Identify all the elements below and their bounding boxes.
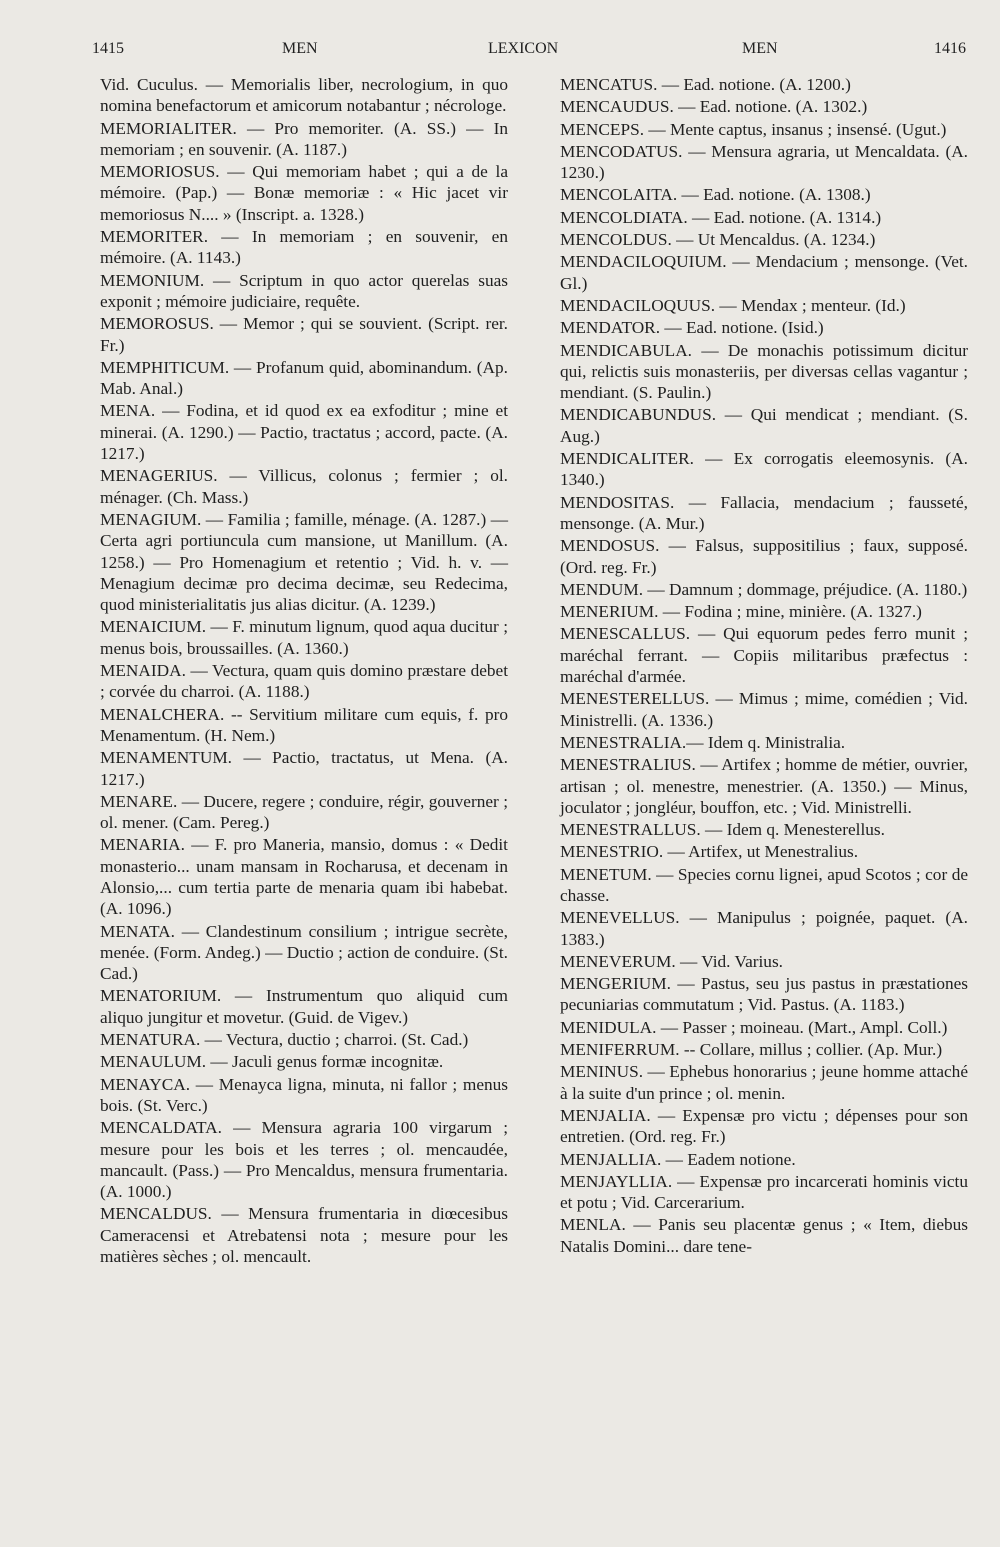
page-number-right: 1416 [934, 40, 966, 57]
dictionary-entry: MEMORITER. — In memoriam ; en souvenir, en mémoire. (A. 1143.) [100, 227, 508, 268]
dictionary-entry: MENCAUDUS. — Ead. notione. (A. 1302.) [560, 97, 868, 117]
dictionary-entry: MENDOSITAS. — Fallacia, mendacium ; fausseté, mensonge. (A. Mur.) [560, 492, 968, 533]
left-column [100, 74, 508, 1267]
dictionary-entry: MENESTERELLUS. — Mimus ; mime, comédien ; Vid. Ministrelli. (A. 1336.) [560, 689, 968, 730]
dictionary-entry: MENDICALITER. — Ex corrogatis eleemosynis. (A. 1340.) [560, 449, 968, 490]
dictionary-entry: MENAIDA. — Vectura, quam quis domino præstare debet ; corvée du charroi. (A. 1188.) [100, 661, 508, 702]
dictionary-entry: MENJAYLLIA. — Expensæ pro incarcerati hominis victu et potu ; Vid. Carcerarium. [560, 1171, 968, 1213]
dictionary-entry: MENDOSUS. — Falsus, suppositilius ; faux, supposé. (Ord. reg. Fr.) [560, 536, 968, 577]
dictionary-entry: MENAICIUM. — F. minutum lignum, quod aqua ducitur ; menus bois, broussailles. (A. 1360.) [100, 617, 508, 658]
dictionary-entry: MENGERIUM. — Pastus, seu jus pastus in præstationes pecuniarias commutatum ; Vid. Pastus. (A. 1183.) [560, 974, 968, 1015]
dictionary-entry: MENDUM. — Damnum ; dommage, préjudice. (A. 1180.) [560, 579, 968, 599]
dictionary-entry: MEMOROSUS. — Memor ; qui se souvient. (Script. rer. Fr.) [100, 314, 508, 355]
dictionary-entry: MENATA. — Clandestinum consilium ; intrigue secrète, menée. (Form. Andeg.) — Ductio ; action de conduire. (St. Cad.) [100, 921, 508, 984]
dictionary-entry: MENESTRALLUS. — Idem q. Menesterellus. [560, 820, 885, 840]
dictionary-entry: MEMONIUM. — Scriptum in quo actor querelas suas exponit ; mémoire judiciaire, requête. [100, 270, 508, 311]
dictionary-entry: MENDACILOQUIUM. — Mendacium ; mensonge. (Vet. Gl.) [560, 252, 968, 293]
page-number-left: 1415 [92, 40, 124, 57]
dictionary-entry: MENERIUM. — Fodina ; mine, minière. (A. 1327.) [560, 602, 922, 622]
dictionary-entry: MENEVELLUS. — Manipulus ; poignée, paquet. (A. 1383.) [560, 908, 968, 949]
dictionary-entry: MEMORIALITER. — Pro memoriter. (A. SS.) — In memoriam ; en souvenir. (A. 1187.) [100, 118, 508, 159]
dictionary-entry: MENATURA. — Vectura, ductio ; charroi. (St. Cad.) [100, 1030, 469, 1050]
dictionary-entry: MENIDULA. — Passer ; moineau. (Mart., Ampl. Coll.) [560, 1017, 948, 1037]
dictionary-entry: MENEVERUM. — Vid. Varius. [560, 951, 783, 971]
dictionary-entry: MENCEPS. — Mente captus, insanus ; insensé. (Ugut.) [560, 119, 947, 139]
dictionary-entry: MENLA. — Panis seu placentæ genus ; « Item, diebus Natalis Domini... dare tene- [560, 1215, 968, 1256]
dictionary-entry: MENDACILOQUUS. — Mendax ; menteur. (Id.) [560, 295, 906, 315]
dictionary-entry: MENCOLAITA. — Ead. notione. (A. 1308.) [560, 185, 871, 205]
dictionary-entry: MENDICABULA. — De monachis potissimum dicitur qui, relictis suis monasteriis, per diversas cellas vagantur ; mendiant. (S. Paulin.) [560, 340, 968, 403]
dictionary-entry: MENA. — Fodina, et id quod ex ea exfoditur ; mine et minerai. (A. 1290.) — Pactio, tractatus ; accord, pacte. (A. 1217.) [100, 401, 508, 464]
dictionary-entry: MENETUM. — Species cornu lignei, apud Scotos ; cor de chasse. [560, 864, 968, 905]
running-header [92, 40, 966, 62]
dictionary-entry: MENARE. — Ducere, regere ; conduire, régir, gouverner ; ol. mener. (Cam. Pereg.) [100, 791, 508, 833]
dictionary-entry: MENAMENTUM. — Pactio, tractatus, ut Mena. (A. 1217.) [100, 748, 508, 789]
dictionary-entry: MENDATOR. — Ead. notione. (Isid.) [560, 318, 824, 338]
dictionary-entry: MENINUS. — Ephebus honorarius ; jeune homme attaché à la suite d'un prince ; ol. menin. [560, 1062, 968, 1103]
right-column [560, 74, 968, 1257]
dictionary-entry: MENARIA. — F. pro Maneria, mansio, domus : « Dedit monasterio... unam mansam in Rocharusa, et decenam in Alonsio,... cum tertia parte de menaria quam ibi habebat. (A. 1096.) [100, 835, 508, 919]
dictionary-entry: MENCOLDUS. — Ut Mencaldus. (A. 1234.) [560, 230, 876, 250]
dictionary-entry: MENDICABUNDUS. — Qui mendicat ; mendiant. (S. Aug.) [560, 405, 968, 446]
dictionary-entry: MENCATUS. — Ead. notione. (A. 1200.) [560, 75, 851, 94]
dictionary-entry: MEMPHITICUM. — Profanum quid, abominandum. (Ap. Mab. Anal.) [100, 357, 508, 399]
dictionary-entry: MENJALIA. — Expensæ pro victu ; dépenses pour son entretien. (Ord. reg. Fr.) [560, 1105, 968, 1147]
dictionary-entry: MENESTRIO. — Artifex, ut Menestralius. [560, 842, 859, 862]
dictionary-entry: MENAGERIUS. — Villicus, colonus ; fermier ; ol. ménager. (Ch. Mass.) [100, 466, 508, 507]
dictionary-entry: MENAGIUM. — Familia ; famille, ménage. (A. 1287.) — Certa agri portiuncula cum mansione, ut Manillum. (A. 1258.) — Pro Homenagium et retentio ; Vid. h. v. — Menagium decimæ pro decima decimæ, seu Redecima, quod ministerialitatis jus alias dicitur. (A. 1239.) [100, 509, 508, 615]
dictionary-entry: MENIFERRUM. -- Collare, millus ; collier. (Ap. Mur.) [560, 1040, 943, 1060]
dictionary-entry: MENCODATUS. — Mensura agraria, ut Mencaldata. (A. 1230.) [560, 141, 968, 183]
dictionary-entry: MENAULUM. — Jaculi genus formæ incognitæ. [100, 1052, 444, 1072]
dictionary-entry: MENALCHERA. -- Servitium militare cum equis, f. pro Menamentum. (H. Nem.) [100, 704, 508, 745]
dictionary-entry: MENESTRALIUS. — Artifex ; homme de métier, ouvrier, artisan ; ol. menestre, menestrier. (A. 1350.) — Minus, joculator ; jongléur, bouffon, etc. ; Vid. Ministrelli. [560, 755, 968, 817]
header-title: LEXICON [488, 40, 559, 57]
guide-word-right: MEN [742, 40, 778, 57]
dictionary-entry: MENATORIUM. — Instrumentum quo aliquid cum aliquo jungitur et movetur. (Guid. de Vigev.) [100, 986, 508, 1027]
guide-word-left: MEN [282, 40, 318, 57]
dictionary-entry: MENCALDATA. — Mensura agraria 100 virgarum ; mesure pour les bois et les terres ; ol. mencaudée, mancault. (Pass.) — Pro Mencaldus, mensura frumentaria. (A. 1000.) [100, 1118, 508, 1202]
dictionary-entry: Vid. Cuculus. — Memorialis liber, necrologium, in quo nomina benefactorum et amicorum notabantur ; nécrologe. [100, 75, 508, 116]
dictionary-entry: MENESTRALIA.— Idem q. Ministralia. [560, 732, 846, 752]
dictionary-entry: MEMORIOSUS. — Qui memoriam habet ; qui a de la mémoire. (Pap.) — Bonæ memoriæ : « Hic jacet vir memoriosus N.... » (Inscript. a. 1328.) [100, 162, 508, 224]
dictionary-entry: MENESCALLUS. — Qui equorum pedes ferro munit ; maréchal ferrant. — Copiis militaribus præfectus : maréchal d'armée. [560, 624, 968, 687]
dictionary-entry: MENJALLIA. — Eadem notione. [560, 1149, 796, 1169]
dictionary-entry: MENAYCA. — Menayca ligna, minuta, ni fallor ; menus bois. (St. Verc.) [100, 1074, 508, 1115]
dictionary-entry: MENCOLDIATA. — Ead. notione. (A. 1314.) [560, 207, 882, 227]
dictionary-entry: MENCALDUS. — Mensura frumentaria in diœcesibus Cameracensi et Atrebatensi nota ; mesure pour les matières sèches ; ol. mencault. [100, 1204, 508, 1267]
